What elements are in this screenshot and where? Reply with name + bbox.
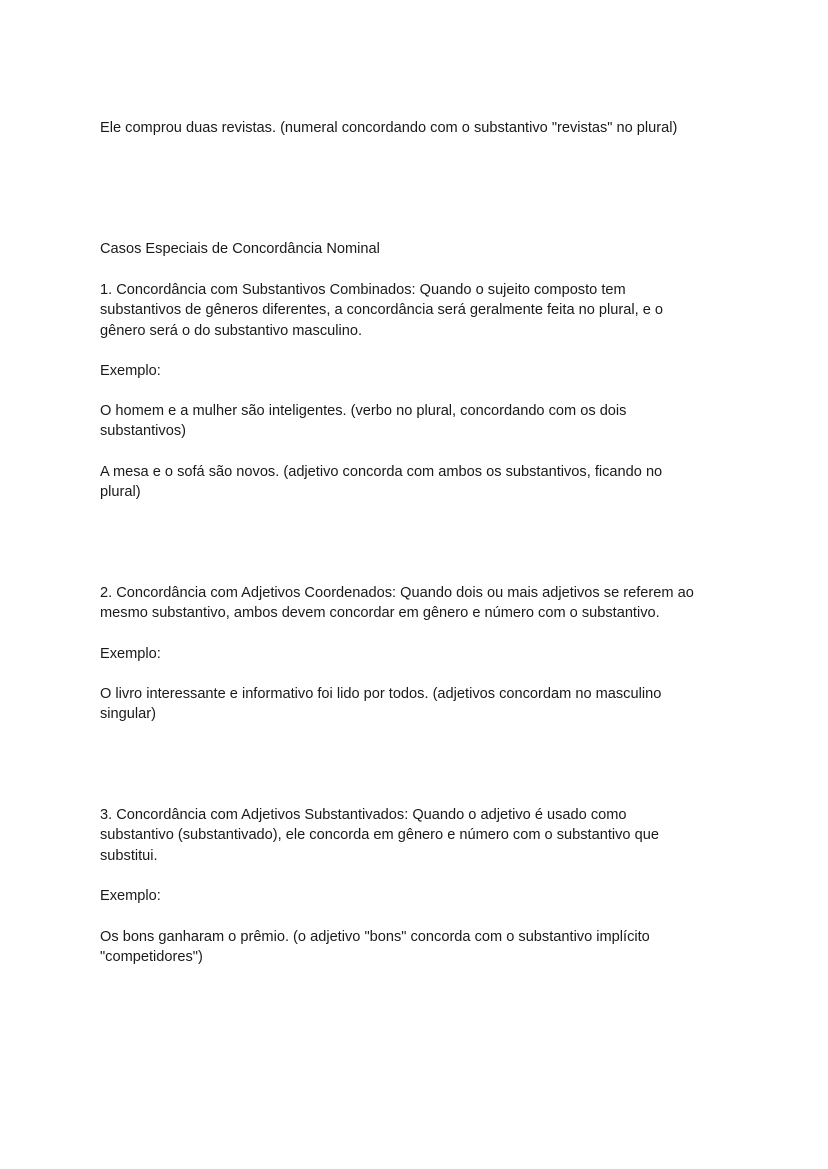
section-1-example-2: A mesa e o sofá são novos. (adjetivo concorda com ambos os substantivos, ficando no plural) <box>100 464 663 501</box>
section-3-text: 3. Concordância com Adjetivos Substantivados: Quando o adjetivo é usado como substantivo (substantivado), ele concorda em gênero e número com o substantivo que substitui. <box>100 807 659 864</box>
section-1-example-label: Exemplo: <box>100 363 161 379</box>
section-1-text: 1. Concordância com Substantivos Combinados: Quando o sujeito composto tem substantivos de gêneros diferentes, a concordância será geralmente feita no plural, e o gênero será o do substantivo masculino. <box>100 282 664 339</box>
section-heading: Casos Especiais de Concordância Nominal <box>100 241 380 257</box>
section-2-example-label: Exemplo: <box>100 646 161 662</box>
section-3-example-1: Os bons ganharam o prêmio. (o adjetivo "bons" concorda com o substantivo implícito "competidores") <box>100 929 650 966</box>
section-2-text: 2. Concordância com Adjetivos Coordenados: Quando dois ou mais adjetivos se referem ao mesmo substantivo, ambos devem concordar em gênero e número com o substantivo. <box>100 585 694 622</box>
section-2-example-1: O livro interessante e informativo foi lido por todos. (adjetivos concordam no masculino singular) <box>100 686 662 723</box>
section-1-example-1: O homem e a mulher são inteligentes. (verbo no plural, concordando com os dois substantivos) <box>100 403 627 440</box>
section-3-example-label: Exemplo: <box>100 888 161 904</box>
intro-example: Ele comprou duas revistas. (numeral concordando com o substantivo "revistas" no plural) <box>100 120 678 136</box>
